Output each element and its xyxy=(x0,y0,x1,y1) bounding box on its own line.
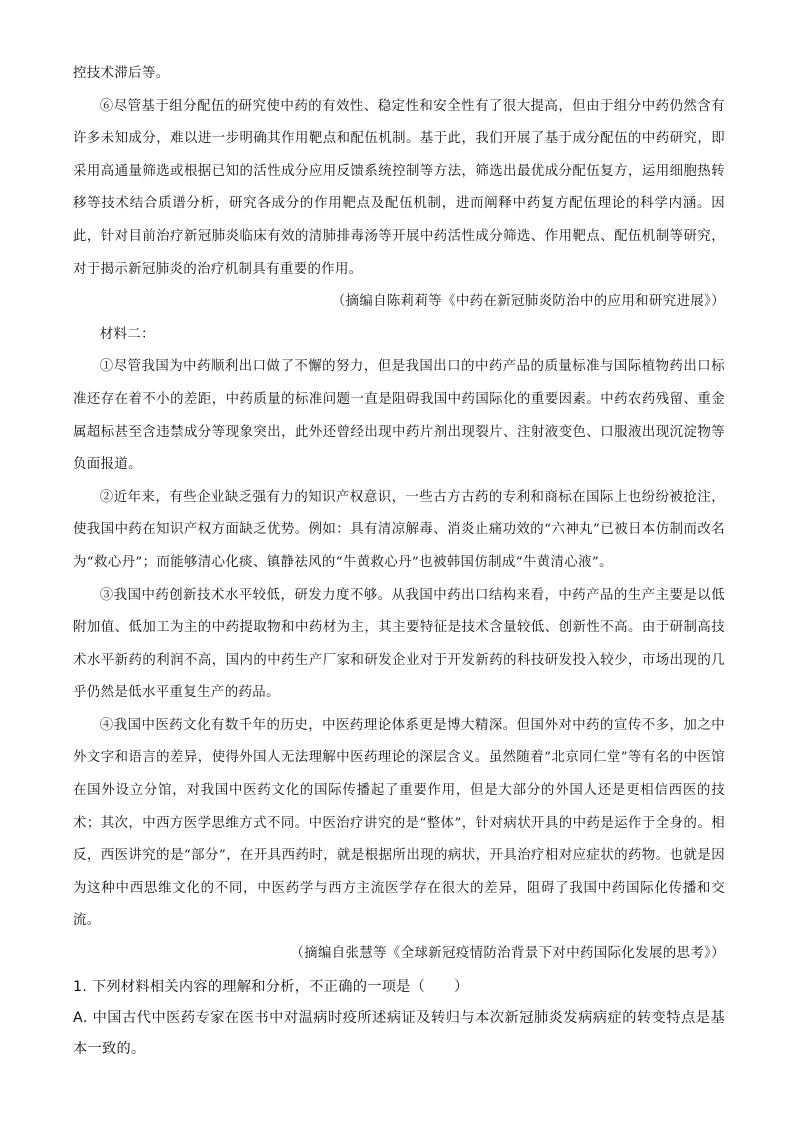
material2-paragraph-1: ①尽管我国为中药顺利出口做了不懈的努力，但是我国出口的中药产品的质量标准与国际植物药出口标准还存在着不小的差距，中药质量的标准问题一直是阻碍我国中药国际化的重要因素。中药农药残留、重金属超标甚至含违禁成分等现象突出，此外还曾经出现中药片剂出现裂片、注射液变色、口服液出现沉淀物等负面报道。 xyxy=(73,359,725,473)
source-citation-2: （摘编自张慧等《全球新冠疫情防治背景下对中药国际化发展的思考》） xyxy=(290,946,725,962)
material1-continuation xyxy=(73,58,725,319)
material2-section xyxy=(73,319,725,971)
material2-paragraph-4: ④我国中医药文化有数千年的历史，中医药理论体系更是博大精深。但国外对中药的宣传不多，加之中外文字和语言的差异，使得外国人无法理解中医药理论的深层含义。虽然随着“北京同仁堂”等有名的中医馆在国外设立分馆，对我国中医药文化的国际传播起了重要作用，但是大部分的外国人还是更相信西医的技术；其次，中西方医学思维方式不同。中医治疗讲究的是“整体”，针对病状开具的中药是运作于全身的。相反，西医讲究的是“部分”，在开具西药时，就是根据所出现的病状，开具治疗相对应症状的药物。也就是因为这种中西思维文化的不同，中医药学与西方主流医学存在很大的差异，阻碍了我国中药国际化传播和交流。 xyxy=(73,717,725,929)
paragraph-fragment: 控技术滞后等。 xyxy=(73,66,170,81)
material2-paragraph-2: ②近年来，有些企业缺乏强有力的知识产权意识，一些古方古药的专利和商标在国际上也纷纷被抢注，使我国中药在知识产权方面缺乏优势。例如：具有清凉解毒、消炎止痛功效的“六神丸”已被日本仿制而改名为“救心丹”；而能够清心化痰、镇静祛风的“牛黄救心丹”也被韩国仿制成“牛黄清心液”。 xyxy=(73,489,725,570)
source-citation-1: （摘编自陈莉莉等《中药在新冠肺炎防治中的应用和研究进展》） xyxy=(331,294,725,310)
material2-label: 材料二： xyxy=(99,326,155,342)
material2-paragraph-3: ③我国中药创新技术水平较低，研发力度不够。从我国中药出口结构来看，中药产品的生产主要是以低附加值、低加工为主的中药提取物和中药材为主，其主要特征是技术含量较低、创新性不高。由于研制高技术水平新药的利润不高，国内的中药生产厂家和研发企业对于开发新药的科技研发投入较少，市场出现的几乎仍然是低水平重复生产的药品。 xyxy=(73,587,725,701)
question-section xyxy=(73,972,725,1065)
question-option-a: A. 中国古代中医药专家在医书中对温病时疫所述病证及转归与本次新冠肺炎发病病症的转变特点是基本一致的。 xyxy=(73,1009,725,1057)
question-title: 1. 下列材料相关内容的理解和分析，不正确的一项是（ ） xyxy=(73,978,469,995)
document-page xyxy=(73,58,725,1065)
paragraph-6: ⑥尽管基于组分配伍的研究使中药的有效性、稳定性和安全性有了很大提高，但由于组分中药仍然含有许多未知成分，难以进一步明确其作用靶点和配伍机制。基于此，我们开展了基于成分配伍的中药研究，即采用高通量筛选或根据已知的活性成分应用反馈系统控制等方法，筛选出最优成分配伍复方，运用细胞热转移等技术结合质谱分析，研究各成分的作用靶点及配伍机制，进而阐释中药复方配伍理论的科学内涵。因此，针对目前治疗新冠肺炎临床有效的清肺排毒汤等开展中药活性成分筛选、作用靶点、配伍机制等研究，对于揭示新冠肺炎的治疗机制具有重要的作用。 xyxy=(73,98,725,277)
